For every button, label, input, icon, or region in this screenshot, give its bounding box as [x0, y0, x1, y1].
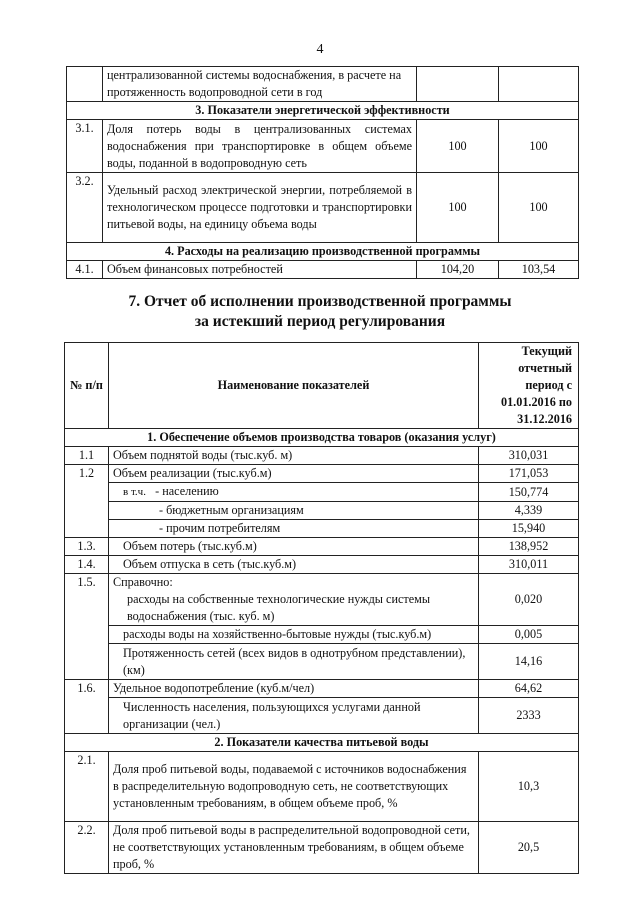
report-table — [64, 342, 579, 874]
subitem-label: - населению — [155, 484, 219, 498]
indicator-value: 2333 — [479, 698, 579, 734]
row-number: 1.2 — [65, 465, 109, 538]
section-title-line: 7. Отчет об исполнении производственной программы — [128, 293, 512, 310]
table-row — [65, 538, 579, 556]
indicator-name: Объем реализации (тыс.куб.м) — [109, 465, 479, 483]
section-heading: 2. Показатели качества питьевой воды — [65, 734, 579, 752]
indicator-name: Доля потерь воды в централизованных системах водоснабжения при транспортировке в общем объеме воды, поданной в водопроводную сеть — [103, 120, 417, 173]
indicator-value — [417, 67, 499, 102]
column-header-number: № п/п — [65, 343, 109, 429]
table-row — [65, 465, 579, 483]
section-heading: 4. Расходы на реализацию производственной программы — [67, 243, 579, 261]
indicator-value: 100 — [417, 120, 499, 173]
row-number: 1.4. — [65, 556, 109, 574]
indicator-value: 171,053 — [479, 465, 579, 483]
indicator-value: 14,16 — [479, 644, 579, 680]
section-heading: 1. Обеспечение объемов производства товаров (оказания услуг) — [65, 429, 579, 447]
table-row — [65, 752, 579, 822]
indicator-value: 15,940 — [479, 520, 579, 538]
page-number: 4 — [316, 42, 324, 57]
table-row — [65, 644, 579, 680]
reference-label: Справочно: — [113, 575, 173, 589]
indicator-name: Численность населения, пользующихся услугами данной организации (чел.) — [109, 698, 479, 734]
table-row — [67, 120, 579, 173]
prefix-label: в т.ч. — [123, 486, 146, 498]
section-title — [0, 292, 640, 332]
indicator-value: 310,011 — [479, 556, 579, 574]
indicator-value: 64,62 — [479, 680, 579, 698]
table-row — [67, 67, 579, 102]
indicator-value: 0,005 — [479, 626, 579, 644]
indicators-table-continued — [66, 66, 579, 279]
indicator-value — [499, 67, 579, 102]
table-row — [65, 698, 579, 734]
indicator-name: Удельный расход электрической энергии, потребляемой в технологическом процессе подготовки и транспортировки питьевой воды, на единицу объема воды — [103, 173, 417, 243]
indicator-name: расходы воды на хозяйственно-бытовые нужды (тыс.куб.м) — [109, 626, 479, 644]
indicator-name — [109, 574, 479, 626]
indicator-value: 138,952 — [479, 538, 579, 556]
table-row — [67, 261, 579, 279]
row-number: 1.1 — [65, 447, 109, 465]
row-number: 4.1. — [67, 261, 103, 279]
column-header-period: Текущий отчетный период с 01.01.2016 по 31.12.2016 — [479, 343, 579, 429]
section-row — [67, 243, 579, 261]
row-number: 3.1. — [67, 120, 103, 173]
indicator-name: Объем финансовых потребностей — [103, 261, 417, 279]
indicator-value: 103,54 — [499, 261, 579, 279]
section-row — [67, 102, 579, 120]
section-row — [65, 429, 579, 447]
indicator-name: централизованной системы водоснабжения, в расчете на протяженность водопроводной сети в год — [103, 67, 417, 102]
indicator-name: Доля проб питьевой воды в распределительной водопроводной сети, не соответствующих установленным требованиям, в общем объеме проб, % — [109, 822, 479, 874]
table-row — [65, 626, 579, 644]
table-row — [65, 822, 579, 874]
table-row — [65, 520, 579, 538]
indicator-name: - бюджетным организациям — [109, 502, 479, 520]
table-row — [65, 502, 579, 520]
indicator-name: Объем поднятой воды (тыс.куб. м) — [109, 447, 479, 465]
row-number: 2.2. — [65, 822, 109, 874]
table-row — [65, 447, 579, 465]
indicator-value: 100 — [499, 173, 579, 243]
indicator-value: 104,20 — [417, 261, 499, 279]
indicator-value: 150,774 — [479, 483, 579, 502]
table-row — [65, 574, 579, 626]
section-row — [65, 734, 579, 752]
row-number — [67, 67, 103, 102]
indicator-name: Доля проб питьевой воды, подаваемой с источников водоснабжения в распределительную водопроводную сеть, не соответствующих установленным требованиям, в общем объеме проб, % — [109, 752, 479, 822]
indicator-name: Удельное водопотребление (куб.м/чел) — [109, 680, 479, 698]
indicator-value: 10,3 — [479, 752, 579, 822]
indicator-value: 0,020 — [479, 574, 579, 626]
indicator-name: Объем потерь (тыс.куб.м) — [109, 538, 479, 556]
indicator-value: 4,339 — [479, 502, 579, 520]
indicator-value: 310,031 — [479, 447, 579, 465]
table-header-row — [65, 343, 579, 429]
row-number: 3.2. — [67, 173, 103, 243]
indicator-value: 100 — [417, 173, 499, 243]
table-row — [65, 483, 579, 502]
indicator-name: Протяженность сетей (всех видов в однотрубном представлении), (км) — [109, 644, 479, 680]
section-title-line: за истекший период регулирования — [194, 313, 446, 330]
section-heading: 3. Показатели энергетической эффективности — [67, 102, 579, 120]
indicator-value: 100 — [499, 120, 579, 173]
row-number: 1.5. — [65, 574, 109, 680]
table-row — [65, 680, 579, 698]
indicator-name — [109, 483, 479, 502]
column-header-name: Наименование показателей — [109, 343, 479, 429]
indicator-name: Объем отпуска в сеть (тыс.куб.м) — [109, 556, 479, 574]
indicator-value: 20,5 — [479, 822, 579, 874]
table-row — [65, 556, 579, 574]
row-number: 1.6. — [65, 680, 109, 734]
indicator-name: - прочим потребителям — [109, 520, 479, 538]
row-number: 2.1. — [65, 752, 109, 822]
row-number: 1.3. — [65, 538, 109, 556]
indicator-text: расходы на собственные технологические нужды системы водоснабжения (тыс. куб. м) — [127, 592, 431, 623]
table-row — [67, 173, 579, 243]
